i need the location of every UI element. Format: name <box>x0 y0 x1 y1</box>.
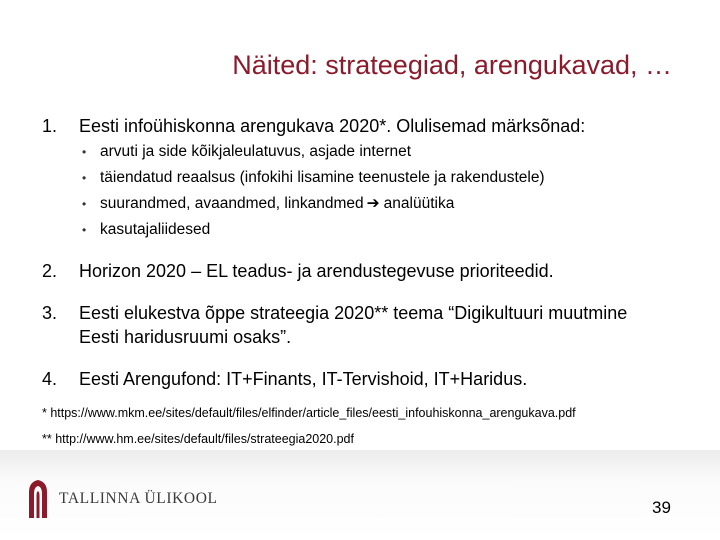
item-text <box>79 301 719 349</box>
bullet-dot-icon: • <box>82 145 87 159</box>
bullet-dot-icon: • <box>82 197 87 211</box>
item-number: 4. <box>42 369 58 389</box>
bullet-text: kasutajaliidesed <box>100 221 211 238</box>
slide-title: Näited: strateegiad, arengukavad, … <box>232 50 672 80</box>
item-text-line: Eesti haridusruumi osaks”. <box>79 327 292 347</box>
item-text: Eesti infoühiskonna arengukava 2020*. Olulisemad märksõnad: <box>79 116 586 136</box>
bullet-dot-icon: • <box>82 171 87 185</box>
item-number: 3. <box>42 303 58 323</box>
footnote-1: * https://www.mkm.ee/sites/default/files/elfinder/article_files/eesti_infouhiskonna_arengukava.pdf <box>42 406 576 420</box>
item-number: 1. <box>42 116 58 136</box>
item-text: Eesti Arengufond: IT+Finants, IT-Tervishoid, IT+Haridus. <box>79 369 528 389</box>
bullet-dot-icon: • <box>82 223 87 237</box>
bullet-text: suurandmed, avaandmed, linkandmed <box>100 195 364 212</box>
bullet-text: arvuti ja side kõikjaleulatuvus, asjade internet <box>100 143 412 160</box>
university-logo <box>25 476 225 520</box>
bullet-text: täiendatud reaalsus (infokihi lisamine teenustele ja rakendustele) <box>100 169 545 186</box>
item-number: 2. <box>42 261 58 281</box>
footnote-2: ** http://www.hm.ee/sites/default/files/strateegia2020.pdf <box>42 432 354 446</box>
item-text-line: Eesti elukestva õppe strateegia 2020** teema “Digikultuuri muutmine <box>79 303 628 323</box>
page-number: 39 <box>652 498 671 517</box>
logo-text: TALLINNA ÜLIKOOL <box>59 490 218 507</box>
bullet-text-after-arrow: analüütika <box>383 195 455 212</box>
right-arrow-icon: ➔ <box>366 195 380 212</box>
logo-mark-icon <box>25 478 51 518</box>
item-text: Horizon 2020 – EL teadus- ja arendustegevuse prioriteedid. <box>79 261 554 281</box>
bullet-text-with-arrow <box>100 191 454 217</box>
